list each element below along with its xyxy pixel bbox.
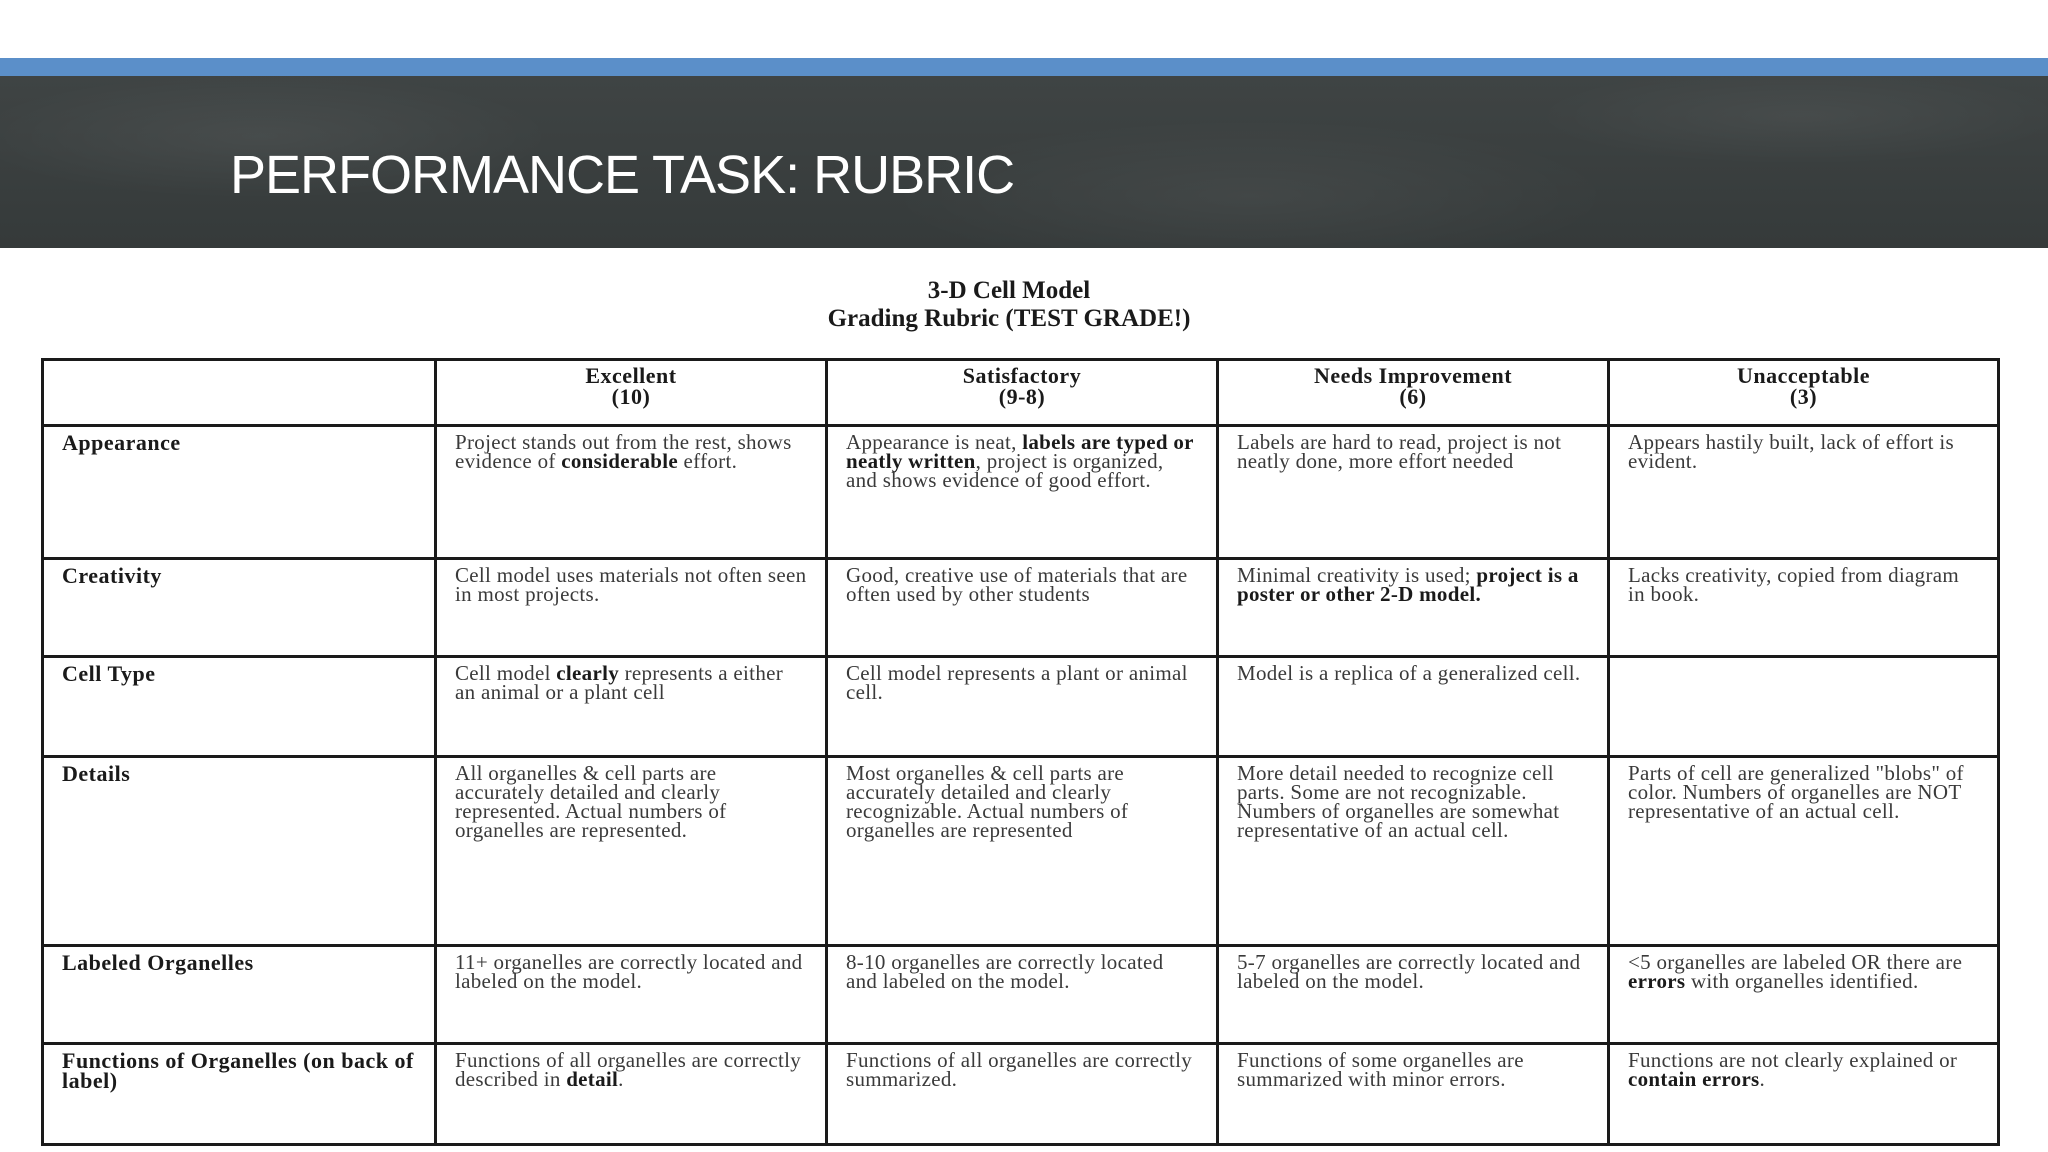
corner-header	[43, 360, 436, 426]
rubric-cell	[827, 1043, 1218, 1144]
rubric-cell	[436, 559, 827, 657]
rubric-cell	[1609, 757, 1999, 945]
rubric-cell	[827, 559, 1218, 657]
rubric-subtitle: Grading Rubric (TEST GRADE!)	[827, 305, 1191, 332]
rubric-cell	[436, 657, 827, 757]
rubric-cell	[1218, 1043, 1609, 1144]
column-label: Needs Improvement	[1313, 363, 1513, 388]
slide-title: PERFORMANCE TASK: RUBRIC	[230, 145, 1015, 205]
cell-text: , project is organized, and shows evidence of good effort.	[846, 449, 1164, 492]
rubric-row	[43, 426, 1999, 559]
cell-text: .	[618, 1066, 624, 1091]
rubric-cell	[436, 1043, 827, 1144]
criterion-cell: Cell Type	[43, 657, 436, 757]
rubric-row	[43, 757, 1999, 945]
cell-text: represents a either an animal or a plant cell	[455, 661, 784, 705]
rubric-header-row	[43, 360, 1999, 426]
column-score: (6)	[1399, 384, 1427, 409]
rubric-row	[43, 945, 1999, 1043]
rubric-title: 3-D Cell Model	[927, 277, 1091, 304]
title-band	[0, 76, 2048, 248]
column-label: Satisfactory	[962, 363, 1082, 388]
criterion-cell: Appearance	[43, 426, 436, 559]
rubric-cell	[1609, 559, 1999, 657]
cell-text: Appears hastily built, lack of effort is evident.	[1628, 430, 1954, 473]
cell-text: Most organelles & cell parts are accurately detailed and clearly recognizable. Actual numbers of organelles are represented	[846, 761, 1129, 843]
rubric-cell	[1218, 945, 1609, 1043]
cell-text: Cell model represents a plant or animal cell.	[846, 661, 1188, 705]
rubric-cell	[1609, 1043, 1999, 1144]
cell-text: Appearance is neat,	[846, 430, 1023, 454]
cell-text: 8-10 organelles are correctly located and labeled on the model.	[846, 949, 1164, 993]
column-score: (9-8)	[998, 384, 1046, 409]
rubric-cell	[1218, 559, 1609, 657]
cell-text: Lacks creativity, copied from diagram in book.	[1628, 563, 1960, 607]
criterion-cell: Functions of Organelles (on back of label)	[43, 1043, 436, 1144]
cell-text: Parts of cell are generalized "blobs" of color. Numbers of organelles are NOT representative of an actual cell.	[1628, 761, 1964, 824]
cell-text: Cell model	[455, 661, 557, 686]
rubric-cell	[1609, 426, 1999, 559]
cell-text: Model is a replica of a generalized cell.	[1237, 661, 1581, 686]
bold-text: considerable	[561, 449, 678, 473]
rubric-heading	[0, 277, 2048, 333]
rubric-cell	[436, 426, 827, 559]
bold-text: labels are typed or neatly written	[846, 430, 1194, 473]
bold-text: contain errors	[1628, 1066, 1760, 1091]
cell-text: Project stands out from the rest, shows evidence of	[455, 430, 792, 473]
criterion-cell: Creativity	[43, 559, 436, 657]
rubric-row	[43, 657, 1999, 757]
rubric-cell	[827, 757, 1218, 945]
rubric-row	[43, 1043, 1999, 1144]
cell-text: Functions of some organelles are summarized with minor errors.	[1237, 1047, 1524, 1091]
column-header	[827, 360, 1218, 426]
cell-text: More detail needed to recognize cell parts. Some are not recognizable. Numbers of organelles are somewhat representative of an actual cell.	[1237, 761, 1560, 843]
bold-text: project is a poster or other 2-D model.	[1237, 563, 1579, 607]
cell-text: <5 organelles are labeled OR there are	[1628, 949, 1963, 974]
column-label: Excellent	[585, 363, 677, 388]
rubric-cell	[827, 945, 1218, 1043]
rubric-cell	[1218, 657, 1609, 757]
rubric-cell	[827, 657, 1218, 757]
cell-text: Functions of all organelles are correctly described in	[455, 1047, 802, 1091]
cell-text: Cell model uses materials not often seen in most projects.	[455, 563, 807, 607]
cell-text: Functions are not clearly explained or	[1628, 1047, 1958, 1072]
accent-bar	[0, 58, 2048, 76]
criterion-cell: Details	[43, 757, 436, 945]
rubric-cell	[1609, 657, 1999, 757]
column-header	[1218, 360, 1609, 426]
rubric-row	[43, 559, 1999, 657]
rubric-cell	[1609, 945, 1999, 1043]
bold-text: detail	[566, 1066, 619, 1091]
bold-text: clearly	[556, 661, 620, 686]
cell-text: 5-7 organelles are correctly located and labeled on the model.	[1237, 949, 1581, 993]
column-header	[436, 360, 827, 426]
column-label: Unacceptable	[1736, 363, 1871, 388]
cell-text: Minimal creativity is used;	[1237, 563, 1477, 588]
rubric-cell	[827, 426, 1218, 559]
column-header	[1609, 360, 1999, 426]
criterion-cell: Labeled Organelles	[43, 945, 436, 1043]
cell-text: 11+ organelles are correctly located and labeled on the model.	[455, 949, 803, 993]
bold-text: errors	[1628, 968, 1686, 993]
rubric-cell	[1218, 757, 1609, 945]
cell-text: Functions of all organelles are correctly summarized.	[846, 1047, 1193, 1091]
top-margin	[0, 0, 2048, 58]
column-score: (10)	[611, 384, 651, 409]
cell-text: with organelles identified.	[1685, 968, 1919, 993]
cell-text: Labels are hard to read, project is not neatly done, more effort needed	[1237, 430, 1562, 473]
cell-text: effort.	[677, 449, 738, 473]
cell-text: All organelles & cell parts are accurately detailed and clearly represented. Actual numbers of organelles are represented.	[455, 761, 727, 843]
rubric-table	[41, 358, 2000, 1146]
cell-text: .	[1759, 1066, 1766, 1091]
cell-text: Good, creative use of materials that are often used by other students	[846, 563, 1188, 607]
rubric-cell	[1218, 426, 1609, 559]
rubric-cell	[436, 945, 827, 1043]
column-score: (3)	[1789, 384, 1818, 409]
rubric-cell	[436, 757, 827, 945]
